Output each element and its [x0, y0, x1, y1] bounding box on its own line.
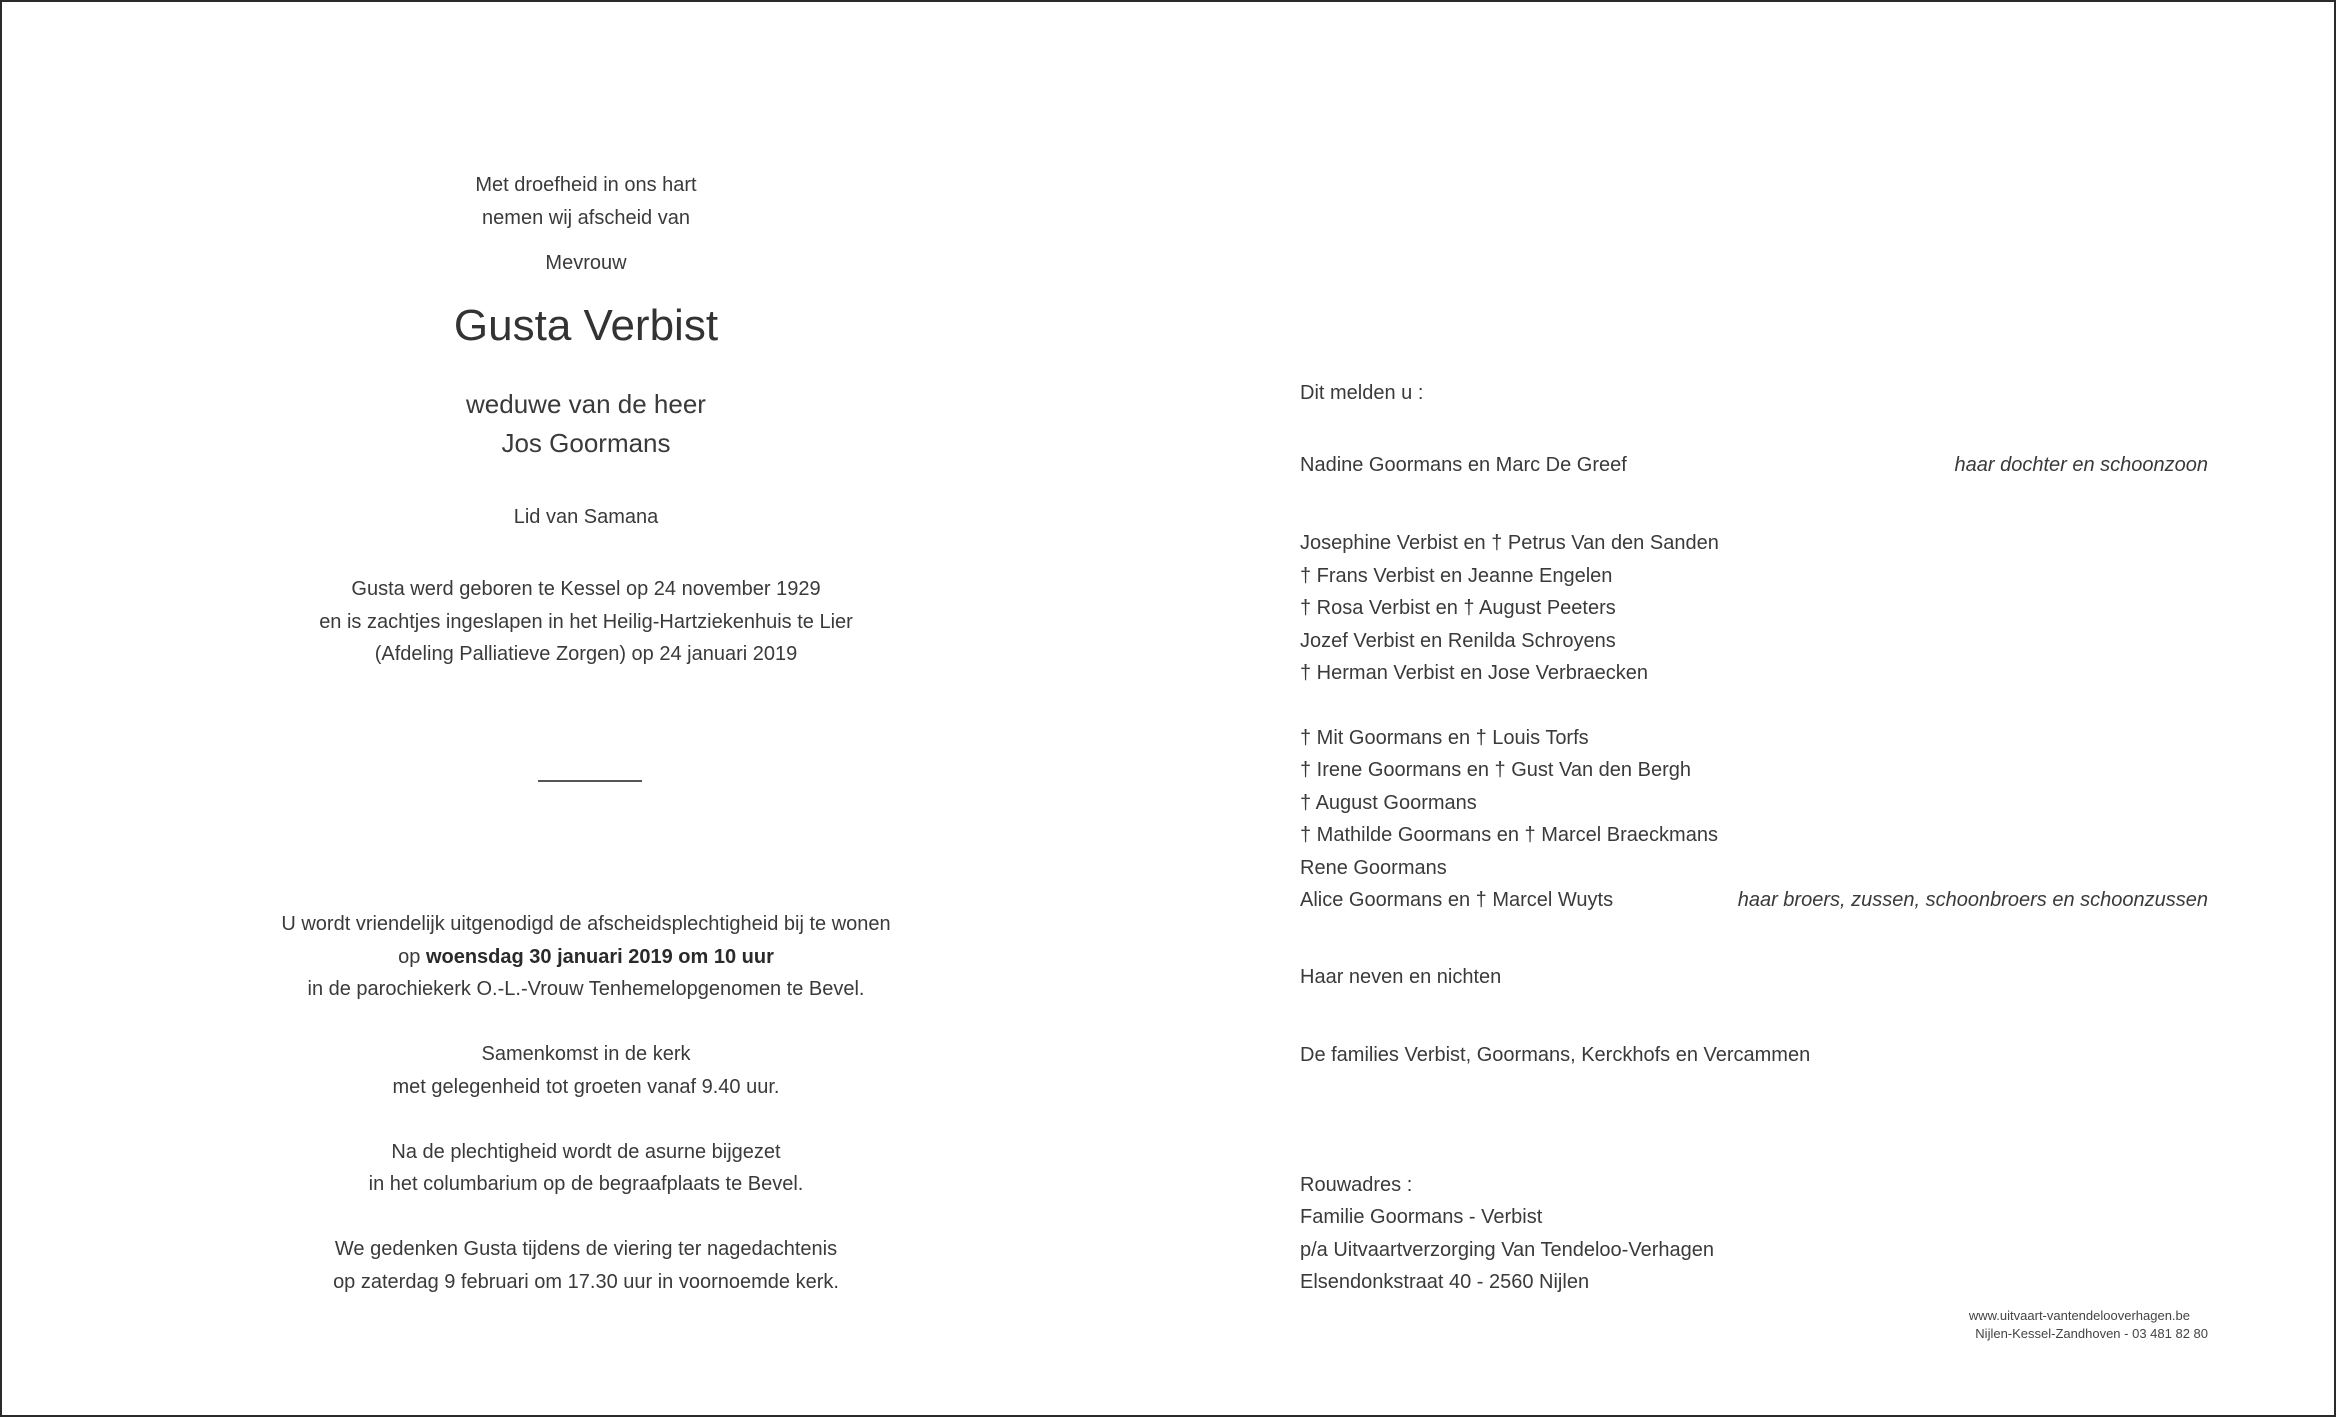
sibling-6: † Mit Goormans en † Louis Torfs [1300, 727, 1589, 749]
invite-prefix: op [398, 946, 421, 968]
address-street: Elsendonkstraat 40 - 2560 Nijlen [1300, 1271, 1590, 1293]
widow-line-2: Jos Goormans [501, 428, 671, 458]
birth-line-3: (Afdeling Palliatieve Zorgen) op 24 januari 2019 [374, 643, 798, 665]
footer-url: www.uitvaart-vantendelooverhagen.be [1968, 1308, 2190, 1323]
siblings-relation: haar broers, zussen, schoonbroers en schoonzussen [1737, 889, 2208, 911]
daughter-name: Nadine Goormans en Marc De Greef [1300, 454, 1627, 476]
sibling-2: † Frans Verbist en Jeanne Engelen [1300, 565, 1613, 587]
address-family: Familie Goormans - Verbist [1300, 1206, 1543, 1228]
gather-line-1: Samenkomst in de kerk [481, 1043, 691, 1065]
intro-line-2: nemen wij afscheid van [482, 207, 690, 229]
invite-line-1: U wordt vriendelijk uitgenodigd de afscheidsplechtigheid bij te wonen [281, 913, 891, 935]
sibling-11: Alice Goormans en † Marcel Wuyts [1300, 889, 1614, 911]
birth-line-2: en is zachtjes ingeslapen in het Heilig-Hartziekenhuis te Lier [319, 611, 853, 633]
birth-line-1: Gusta werd geboren te Kessel op 24 november 1929 [351, 578, 821, 600]
intro-line-1: Met droefheid in ons hart [475, 174, 697, 196]
sibling-4: Jozef Verbist en Renilda Schroyens [1300, 630, 1616, 652]
sibling-5: † Herman Verbist en Jose Verbraecken [1300, 662, 1648, 684]
address-care-of: p/a Uitvaartverzorging Van Tendeloo-Verhagen [1300, 1239, 1714, 1261]
footer-locations: Nijlen-Kessel-Zandhoven - 03 481 82 80 [1975, 1326, 2208, 1341]
divider-rule [538, 780, 642, 782]
deceased-name: Gusta Verbist [453, 301, 719, 350]
sibling-1: Josephine Verbist en † Petrus Van den Sanden [1300, 532, 1719, 554]
sibling-9: † Mathilde Goormans en † Marcel Braeckmans [1300, 824, 1718, 846]
sibling-7: † Irene Goormans en † Gust Van den Bergh [1300, 759, 1691, 781]
cousins: Haar neven en nichten [1300, 966, 1502, 988]
sibling-10: Rene Goormans [1300, 857, 1447, 879]
sibling-3: † Rosa Verbist en † August Peeters [1300, 597, 1616, 619]
ceremony-date: woensdag 30 januari 2019 om 10 uur [425, 946, 774, 968]
widow-line-1: weduwe van de heer [466, 389, 706, 419]
sibling-8: † August Goormans [1300, 792, 1477, 814]
address-label: Rouwadres : [1300, 1174, 1413, 1196]
families: De families Verbist, Goormans, Kerckhofs en Vercammen [1300, 1044, 1811, 1066]
invite-line-3: in de parochiekerk O.-L.-Vrouw Tenhemelopgenomen te Bevel. [307, 978, 865, 1000]
memorial-line-2: op zaterdag 9 februari om 17.30 uur in voornoemde kerk. [333, 1271, 839, 1293]
urn-line-2: in het columbarium op de begraafplaats te Bevel. [368, 1173, 804, 1195]
salutation: Mevrouw [545, 252, 627, 274]
gather-line-2: met gelegenheid tot groeten vanaf 9.40 uur. [392, 1076, 780, 1098]
daughter-relation: haar dochter en schoonzoon [1954, 454, 2208, 476]
memorial-line-1: We gedenken Gusta tijdens de viering ter nagedachtenis [334, 1238, 838, 1260]
membership: Lid van Samana [513, 506, 659, 528]
urn-line-1: Na de plechtigheid wordt de asurne bijgezet [391, 1141, 781, 1163]
announce: Dit melden u : [1300, 382, 1424, 404]
invite-line-2 [206, 941, 966, 974]
